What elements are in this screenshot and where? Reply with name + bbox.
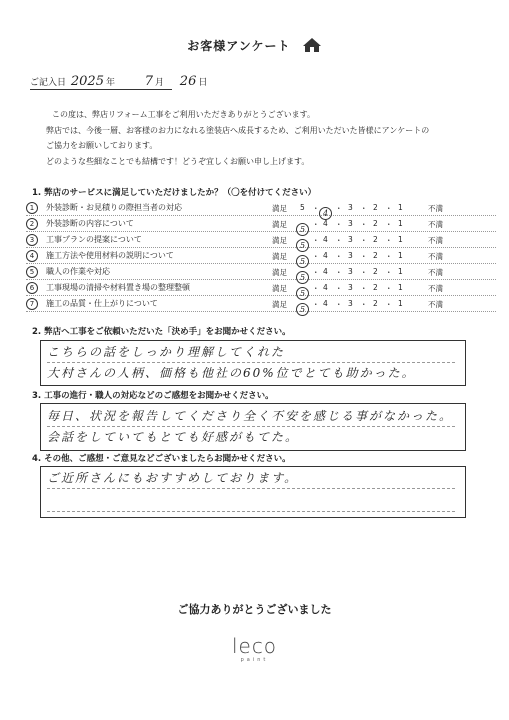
rating-option: 1 [398,267,403,276]
leco-logo: leco [231,634,278,658]
intro-line: 弊店では、今後一層、お客様のお力になれる塗装店へ成長するため、ご利用いただいた皆様にアンケートの [46,125,430,135]
rating-separator: ・ [312,268,320,277]
rating-circle-mark: 5 [296,239,309,252]
rating-option: 4 [323,235,328,244]
title-text: お客様アンケート [187,39,291,53]
rating-option: 3 [348,267,353,276]
scale-right-label: 不満 [428,236,443,245]
q1-item-row [26,298,496,312]
item-number: 3 [26,234,38,246]
rating-circle-mark: 4 [319,207,332,220]
item-number: 2 [26,218,38,230]
date-day: 26 [179,74,197,89]
rating-separator: ・ [312,220,320,229]
q1-item-row [26,234,496,248]
scale-left-label: 満足 [272,252,287,261]
date-underline [30,89,172,90]
rating-circle-mark: 5 [296,223,309,236]
rating-option: 2 [373,235,378,244]
q3-answer-box [40,403,466,451]
rating-separator: ・ [385,252,393,261]
scale-right-label: 不満 [428,204,443,213]
rating-option: 2 [373,219,378,228]
logo-subtext: paint [240,657,269,663]
item-number: 1 [26,202,38,214]
q2-answer-line: こちらの話をしっかり理解してくれた [47,343,455,363]
date-year: 2025 [70,74,104,89]
page-title [0,37,509,56]
intro-text [46,107,430,169]
rating-option: 3 [348,299,353,308]
rating-option: 3 [348,283,353,292]
q4-answer-line: ご近所さんにもおすすめしております。 [47,469,455,489]
rating-option: 4 [323,283,328,292]
rating-separator: ・ [385,300,393,309]
rating-separator: ・ [385,220,393,229]
rating-option: 4 [323,251,328,260]
rating-option: 2 [373,267,378,276]
rating-separator: ・ [335,252,343,261]
rating-option: 1 [398,219,403,228]
rating-circle-mark: 5 [296,271,309,284]
rating-separator: ・ [360,204,368,213]
rating-option: 3 [348,235,353,244]
q2-answer-box [40,340,466,386]
rating-separator: ・ [360,300,368,309]
q1-item-row [26,266,496,280]
q3-answer-line: 会話をしていてもとても好感がもてた。 [47,430,300,444]
date-field [30,74,207,89]
thanks-message: ご協力ありがとうございました [177,603,332,616]
q3-heading: 3. 工事の進行・職人の対応などのご感想をお聞かせください。 [32,391,274,401]
intro-line: この度は、弊店リフォーム工事をご利用いただきありがとうございます。 [52,110,315,119]
rating-separator: ・ [360,284,368,293]
rating-circle-mark: 5 [296,303,309,316]
rating-option: 1 [398,235,403,244]
q1-item-row [26,250,496,264]
rating-separator: ・ [335,236,343,245]
q2-answer-line: 大村さんの人柄、価格も他社の60%位でとても助かった。 [47,366,416,380]
q3-answer-line: 毎日、状況を報告してくださり全く不安を感じる事がなかった。 [47,407,455,427]
item-label: 職人の作業や対応 [46,267,110,276]
q4-heading: 4. その他、ご感想・ご意見などございましたらお聞かせください。 [32,454,291,464]
rating-option: 4 [323,267,328,276]
rating-separator: ・ [335,284,343,293]
scale-right-label: 不満 [428,220,443,229]
rating-separator: ・ [335,204,343,213]
scale-left-label: 満足 [272,236,287,245]
rating-separator: ・ [312,300,320,309]
rating-option: 1 [398,283,403,292]
item-number: 4 [26,250,38,262]
scale-left-label: 満足 [272,204,287,213]
intro-line: どのような些細なことでも結構です！どうぞ宜しくお願い申し上げます。 [46,156,310,166]
rating-option: 1 [398,251,403,260]
scale-left-label: 満足 [272,300,287,309]
rating-option: 1 [398,203,403,212]
scale-right-label: 不満 [428,284,443,293]
scale-right-label: 不満 [428,300,443,309]
q2-heading: 2. 弊店へ工事をご依頼いただいた「決め手」をお聞かせください。 [32,327,291,337]
rating-option-selected [296,297,309,316]
house-icon [302,37,322,56]
date-day-unit: 日 [198,78,208,88]
q1-item-row [26,282,496,296]
item-number: 6 [26,282,38,294]
item-label: 工事プランの提案について [46,235,142,244]
item-label: 施工の品質・仕上がりについて [46,299,158,308]
date-month-unit: 月 [155,78,165,88]
q1-item-row [26,218,496,232]
rating-option: 4 [323,299,328,308]
rating-circle-mark: 5 [296,255,309,268]
scale-left-label: 満足 [272,220,287,229]
rating-separator: ・ [360,252,368,261]
rating-separator: ・ [312,284,320,293]
rating-option: 2 [373,283,378,292]
scale-right-label: 不満 [428,252,443,261]
date-month: 7 [144,74,154,89]
rating-separator: ・ [335,300,343,309]
item-label: 施工方法や使用材料の説明について [46,251,174,260]
item-label: 工事現場の清掃や材料置き場の整理整頓 [46,283,190,292]
rating-separator: ・ [312,236,320,245]
date-year-unit: 年 [105,78,115,88]
rating-separator: ・ [312,204,320,213]
rating-option: 1 [398,299,403,308]
rating-option: 3 [348,251,353,260]
rating-option: 3 [348,203,353,212]
rating-separator: ・ [385,204,393,213]
rating-separator: ・ [335,268,343,277]
intro-line: ご協力をお願いしております。 [46,141,158,150]
rating-separator: ・ [385,236,393,245]
item-label: 外装診断・お見積りの際担当者の対応 [46,203,182,212]
date-label: ご記入日 [30,78,67,88]
rating-circle-mark: 5 [296,287,309,300]
rating-separator: ・ [360,268,368,277]
rating-separator: ・ [360,220,368,229]
rating-separator: ・ [385,268,393,277]
q4-blank-line [47,492,455,512]
rating-option: 2 [373,203,378,212]
rating-option: 2 [373,299,378,308]
item-number: 7 [26,298,38,310]
rating-option: 2 [373,251,378,260]
scale-left-label: 満足 [272,268,287,277]
item-label: 外装診断の内容について [46,219,134,228]
rating-separator: ・ [335,220,343,229]
q4-answer-box [40,466,466,518]
q1-item-row [26,202,496,216]
rating-separator: ・ [385,284,393,293]
rating-option: 3 [348,219,353,228]
rating-separator: ・ [360,236,368,245]
rating-option: 5 [300,203,305,212]
scale-left-label: 満足 [272,284,287,293]
q1-heading: 1. 弊店のサービスに満足していただけましたか？（〇を付けてください） [32,188,317,198]
rating-separator: ・ [312,252,320,261]
scale-right-label: 不満 [428,268,443,277]
item-number: 5 [26,266,38,278]
rating-option: 4 [323,219,328,228]
